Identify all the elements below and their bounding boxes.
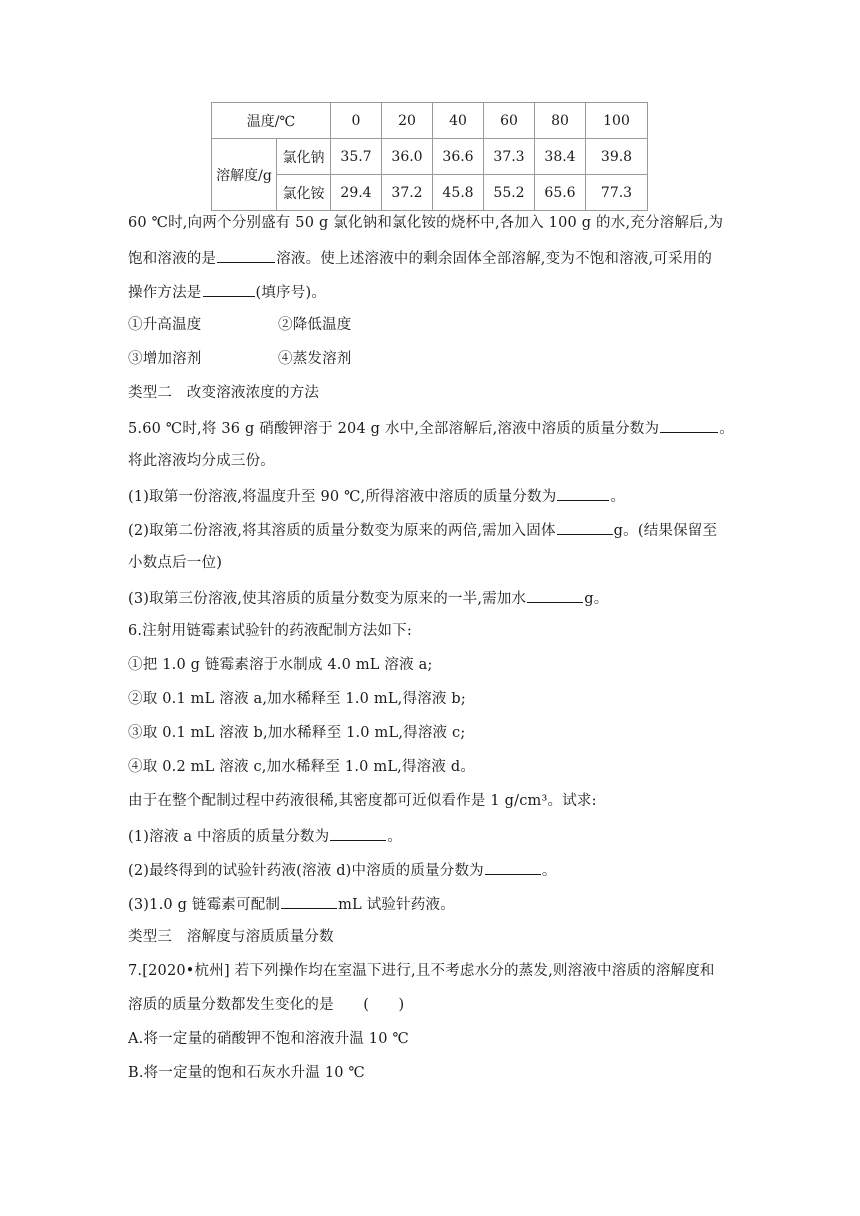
- answer-blank[interactable]: [330, 825, 386, 841]
- answer-blank[interactable]: [281, 893, 337, 909]
- table-cell: 77.3: [586, 175, 648, 211]
- q6-text: 。: [387, 829, 403, 845]
- q6-step: ②取 0.1 mL 溶液 a,加水稀释至 1.0 mL,得溶液 b;: [128, 691, 466, 707]
- table-cell: 36.6: [433, 139, 484, 175]
- q5-text: (1)取第一份溶液,将温度升至 90 ℃,所得溶液中溶质的质量分数为: [128, 489, 557, 505]
- temperature-header: 温度/℃: [212, 103, 331, 139]
- q4-text-line: 60 ℃时,向两个分别盛有 50 g 氯化钠和氯化铵的烧杯中,各加入 100 g 的水,充分溶解后,为: [128, 215, 724, 231]
- answer-blank[interactable]: [203, 281, 255, 297]
- temp-cell: 40: [433, 103, 484, 139]
- answer-blank[interactable]: [485, 859, 541, 875]
- table-header-row: [212, 103, 648, 139]
- table-cell: 36.0: [382, 139, 433, 175]
- temp-cell: 60: [484, 103, 535, 139]
- q5-part-3: [128, 587, 608, 609]
- table-cell: 35.7: [331, 139, 382, 175]
- answer-blank[interactable]: [217, 247, 275, 263]
- q6-text: mL 试验针药液。: [338, 897, 455, 913]
- q6-text: (3)1.0 g 链霉素可配制: [128, 897, 281, 913]
- q6-intro: 6.注射用链霉素试验针的药液配制方法如下:: [128, 623, 412, 639]
- q4-option: ②降低温度: [278, 317, 352, 333]
- q5-text-line: 小数点后一位): [128, 555, 223, 571]
- q6-text: 。: [541, 863, 557, 879]
- q5-text-line: 将此溶液均分成三份。: [128, 453, 275, 469]
- q5-text: g。(结果保留至: [613, 523, 718, 539]
- q5-text: (3)取第三份溶液,使其溶质的质量分数变为原来的一半,需加水: [128, 591, 527, 607]
- q7-option-b: B.将一定量的饱和石灰水升温 10 ℃: [128, 1065, 365, 1081]
- q5-text: 5.60 ℃时,将 36 g 硝酸钾溶于 204 g 水中,全部溶解后,溶液中溶质的质量分数为: [128, 421, 660, 437]
- q6-step: ①把 1.0 g 链霉素溶于水制成 4.0 mL 溶液 a;: [128, 657, 433, 673]
- q4-option: ④蒸发溶剂: [278, 351, 352, 367]
- section-heading: 类型三 溶解度与溶质质量分数: [128, 929, 334, 945]
- table-row: [212, 175, 648, 211]
- q6-step: ④取 0.2 mL 溶液 c,加水稀释至 1.0 mL,得溶液 d。: [128, 759, 476, 775]
- temp-cell: 20: [382, 103, 433, 139]
- q5-part-2: [128, 519, 717, 541]
- q4-option: ③增加溶剂: [128, 351, 202, 367]
- q7-option-a: A.将一定量的硝酸钾不饱和溶液升温 10 ℃: [128, 1031, 409, 1047]
- table-cell: 39.8: [586, 139, 648, 175]
- answer-blank[interactable]: [660, 417, 718, 433]
- q4-option: ①升高温度: [128, 317, 202, 333]
- q4-options-row: [128, 349, 352, 369]
- q5-text: 。: [610, 489, 626, 505]
- q4-text: 操作方法是: [128, 285, 202, 301]
- answer-blank[interactable]: [557, 485, 609, 501]
- table-cell: 37.3: [484, 139, 535, 175]
- substance-name: 氯化铵: [277, 175, 331, 211]
- q6-part-3: [128, 893, 455, 915]
- q4-text: (填序号)。: [255, 285, 327, 301]
- q5-text: (2)取第二份溶液,将其溶质的质量分数变为原来的两倍,需加入固体: [128, 523, 556, 539]
- temp-cell: 80: [535, 103, 586, 139]
- q4-text: 饱和溶液的是: [128, 251, 217, 267]
- q5-text: 。: [719, 421, 734, 437]
- substance-name: 氯化钠: [277, 139, 331, 175]
- table-cell: 38.4: [535, 139, 586, 175]
- answer-blank[interactable]: [557, 519, 613, 535]
- q6-step: ③取 0.1 mL 溶液 b,加水稀释至 1.0 mL,得溶液 c;: [128, 725, 466, 741]
- q4-text: 溶液。使上述溶液中的剩余固体全部溶解,变为不饱和溶液,可采用的: [276, 251, 713, 267]
- q6-text: (2)最终得到的试验针药液(溶液 d)中溶质的质量分数为: [128, 863, 484, 879]
- q7-text-line: 溶质的质量分数都发生变化的是 ( ): [128, 997, 405, 1013]
- answer-blank[interactable]: [527, 587, 583, 603]
- q5-text-line: [128, 417, 734, 439]
- q4-text-line: [128, 281, 326, 303]
- solubility-table: [211, 102, 648, 211]
- q6-part-1: [128, 825, 402, 847]
- table-cell: 37.2: [382, 175, 433, 211]
- q6-text: (1)溶液 a 中溶质的质量分数为: [128, 829, 330, 845]
- temp-cell: 100: [586, 103, 648, 139]
- table-cell: 65.6: [535, 175, 586, 211]
- section-heading: 类型二 改变溶液浓度的方法: [128, 385, 320, 401]
- q5-part-1: [128, 485, 625, 507]
- table-cell: 45.8: [433, 175, 484, 211]
- q4-options-row: [128, 315, 352, 335]
- table-row: [212, 139, 648, 175]
- table-cell: 29.4: [331, 175, 382, 211]
- q4-text-line: [128, 247, 712, 269]
- table-cell: 55.2: [484, 175, 535, 211]
- q6-part-2: [128, 859, 557, 881]
- q6-density-note: 由于在整个配制过程中药液很稀,其密度都可近似看作是 1 g/cm³。试求:: [128, 793, 597, 809]
- q7-text-line: 7.[2020•杭州] 若下列操作均在室温下进行,且不考虑水分的蒸发,则溶液中溶质的溶解度和: [128, 963, 715, 979]
- temp-cell: 0: [331, 103, 382, 139]
- q5-text: g。: [584, 591, 609, 607]
- solubility-row-header: 溶解度/g: [212, 139, 277, 211]
